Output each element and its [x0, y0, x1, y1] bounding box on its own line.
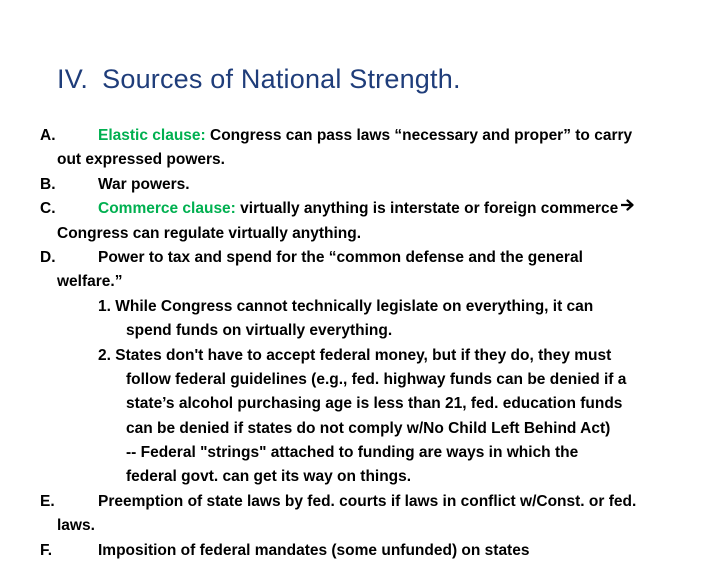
item-d-sub-2-line-3: [40, 392, 715, 416]
item-b-letter: B.: [40, 175, 56, 193]
slide-title-text: Sources of National Strength.: [102, 64, 461, 94]
item-d-sub-2-line-6: [40, 465, 715, 489]
slide-body: [40, 124, 715, 563]
item-c-line-2: [40, 222, 715, 246]
item-d-sub-2-text-3: state’s alcohol purchasing age is less than 21, fed. education funds: [126, 395, 623, 413]
slide-title-number: IV.: [57, 64, 89, 94]
item-f-letter: F.: [40, 541, 53, 559]
item-d-sub-2-line-5: [40, 441, 715, 465]
item-e-line-2: [40, 514, 715, 538]
item-d-sub-1-text-1: 1. While Congress cannot technically legislate on everything, it can: [98, 297, 594, 315]
item-c-term: Commerce clause:: [98, 200, 236, 218]
item-d-sub-1-line-1: [40, 295, 715, 319]
item-b-line-1: [40, 173, 715, 197]
item-d-sub-2-text-4: can be denied if states do not comply w/No Child Left Behind Act): [126, 419, 611, 437]
item-d-sub-2-line-2: [40, 368, 715, 392]
item-d-sub-2-text-6: federal govt. can get its way on things.: [126, 468, 412, 486]
item-d-sub-1-text-2: spend funds on virtually everything.: [126, 322, 393, 340]
item-f-line-1: [40, 539, 715, 563]
item-f-text-1: Imposition of federal mandates (some unfunded) on states: [98, 541, 530, 559]
item-d-sub-2-line-1: [40, 344, 715, 368]
item-d-text-1: Power to tax and spend for the “common defense and the general: [98, 248, 583, 266]
item-a-line-1: [40, 124, 715, 148]
item-d-sub-1-line-2: [40, 319, 715, 343]
item-c-text-2: Congress can regulate virtually anything.: [57, 224, 362, 242]
item-d-line-2: [40, 270, 715, 294]
item-a-line-2: [40, 148, 715, 172]
item-e-text-1: Preemption of state laws by fed. courts if laws in conflict w/Const. or fed.: [98, 492, 637, 510]
item-e-text-2: laws.: [57, 517, 95, 535]
item-d-sub-2-text-5: -- Federal "strings" attached to funding are ways in which the: [126, 444, 579, 462]
item-b-text-1: War powers.: [98, 175, 190, 193]
item-a-text-1: Congress can pass laws “necessary and proper” to carry: [205, 127, 633, 144]
item-a-letter: A.: [40, 127, 56, 144]
item-d-sub-2-text-2: follow federal guidelines (e.g., fed. highway funds can be denied if a: [126, 370, 627, 388]
arrow-right-icon: [621, 195, 635, 219]
slide-title: [57, 64, 461, 95]
item-c-line-1: [40, 197, 715, 221]
item-d-sub-2-text-1: 2. States don't have to accept federal money, but if they do, they must: [98, 346, 612, 364]
item-c-text-1: virtually anything is interstate or foreign commerce: [235, 200, 619, 218]
item-c-letter: C.: [40, 200, 56, 218]
item-d-letter: D.: [40, 248, 56, 266]
item-a-text-2: out expressed powers.: [57, 151, 225, 169]
item-d-line-1: [40, 246, 715, 270]
item-e-letter: E.: [40, 492, 55, 510]
item-e-line-1: [40, 490, 715, 514]
item-d-sub-2-line-4: [40, 417, 715, 441]
item-a-term: Elastic clause:: [98, 127, 206, 144]
item-d-text-2: welfare.”: [57, 273, 123, 291]
